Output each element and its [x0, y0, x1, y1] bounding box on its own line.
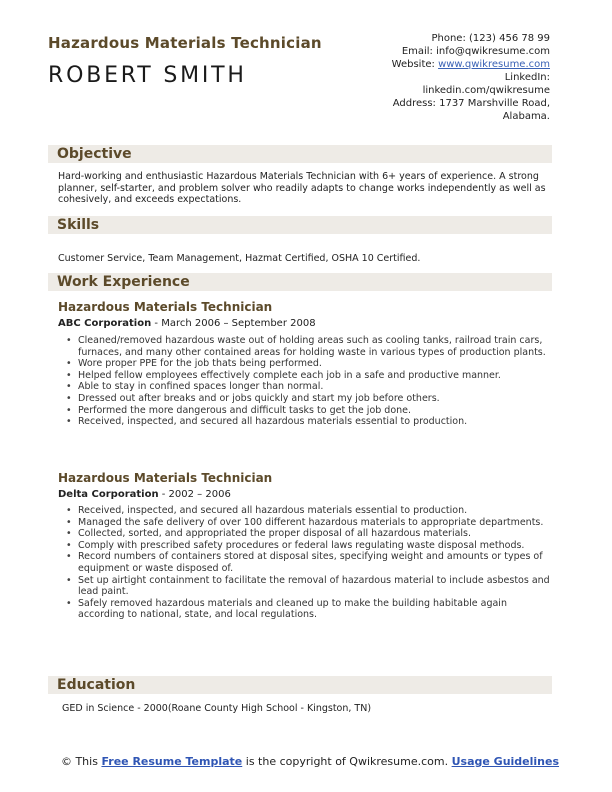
list-item: • Set up airtight containment to facilitate the removal of hazardous material to include asbestos and lead paint.: [66, 575, 556, 598]
header-job-title: Hazardous Materials Technician: [48, 34, 322, 52]
contact-linkedin: linkedin.com/qwikresume: [422, 85, 550, 96]
skills-text: Customer Service, Team Management, Hazmat Certified, OSHA 10 Certified.: [58, 253, 421, 264]
objective-heading: Objective: [57, 146, 132, 162]
list-item: • Received, inspected, and secured all hazardous materials essential to production.: [66, 505, 556, 517]
list-item: • Managed the safe delivery of over 100 different hazardous materials to appropriate departments.: [66, 517, 556, 529]
list-item: • Collected, sorted, and appropriated the proper disposal of all hazardous materials.: [66, 528, 556, 540]
contact-address-line2: Alabama.: [502, 111, 550, 122]
experience-heading: Work Experience: [57, 274, 190, 290]
job-title-1: Hazardous Materials Technician: [58, 300, 273, 314]
job-title-2: Hazardous Materials Technician: [58, 471, 273, 485]
objective-text: Hard-working and enthusiastic Hazardous Materials Technician with 6+ years of experience. A strong planner, self-starter, and problem solver who readily adapts to change works independently as well as cohesively, and exceeds expectations.: [58, 171, 546, 206]
contact-address: Address: 1737 Marshville Road,: [392, 98, 550, 109]
list-item: • Wore proper PPE for the job thats being performed.: [66, 358, 556, 370]
job-dates-2: - 2002 – 2006: [158, 489, 231, 500]
contact-email: Email: info@qwikresume.com: [401, 46, 550, 57]
contact-linkedin-label: LinkedIn:: [504, 72, 550, 83]
candidate-name: ROBERT SMITH: [48, 63, 247, 88]
copyright-footer: © This Free Resume Template is the copyright of Qwikresume.com. Usage Guidelines: [60, 755, 560, 768]
list-item: • Dressed out after breaks and or jobs quickly and start my job before others.: [66, 393, 556, 405]
list-item: • Performed the more dangerous and difficult tasks to get the job done.: [66, 405, 556, 417]
job-company-1: [58, 318, 316, 329]
experience-section-heading: [48, 273, 552, 291]
list-item: • Comply with prescribed safety procedures or federal laws regulating waste disposal methods.: [66, 540, 556, 552]
list-item: • Safely removed hazardous materials and cleaned up to make the building habitable again according to national, state, and local regulations.: [66, 598, 556, 621]
company-name-2: Delta Corporation: [58, 489, 159, 500]
list-item: • Helped fellow employees effectively complete each job in a safe and productive manner.: [66, 370, 556, 382]
list-item: • Cleaned/removed hazardous waste out of holding areas such as cooling tanks, railroad train cars, furnaces, and many other contained areas for holding waste in various types of production plants.: [66, 335, 556, 358]
objective-section-heading: [48, 145, 552, 163]
job-company-2: [58, 489, 231, 500]
contact-phone: Phone: (123) 456 78 99: [431, 33, 550, 44]
contact-website: Website: www.qwikresume.com: [391, 59, 550, 70]
job-dates-1: - March 2006 – September 2008: [151, 318, 316, 329]
company-name-1: ABC Corporation: [58, 318, 152, 329]
contact-block: [340, 32, 550, 123]
usage-guidelines-link[interactable]: Usage Guidelines: [451, 755, 560, 768]
education-heading: Education: [57, 677, 136, 693]
education-text: GED in Science - 2000(Roane County High School - Kingston, TN): [62, 703, 372, 714]
list-item: • Record numbers of containers stored at disposal sites, specifying weight and amounts or types of equipment or waste disposed of.: [66, 551, 556, 574]
job-bullets-2: [66, 505, 556, 621]
education-section-heading: [48, 676, 552, 694]
job-bullets-1: [66, 335, 556, 428]
list-item: • Received, inspected, and secured all hazardous materials essential to production.: [66, 416, 556, 428]
skills-section-heading: [48, 216, 552, 234]
website-link[interactable]: www.qwikresume.com: [438, 59, 550, 70]
list-item: • Able to stay in confined spaces longer than normal.: [66, 381, 556, 393]
skills-heading: Skills: [57, 217, 100, 233]
free-resume-template-link[interactable]: Free Resume Template: [101, 755, 243, 768]
resume-header: [48, 30, 558, 130]
